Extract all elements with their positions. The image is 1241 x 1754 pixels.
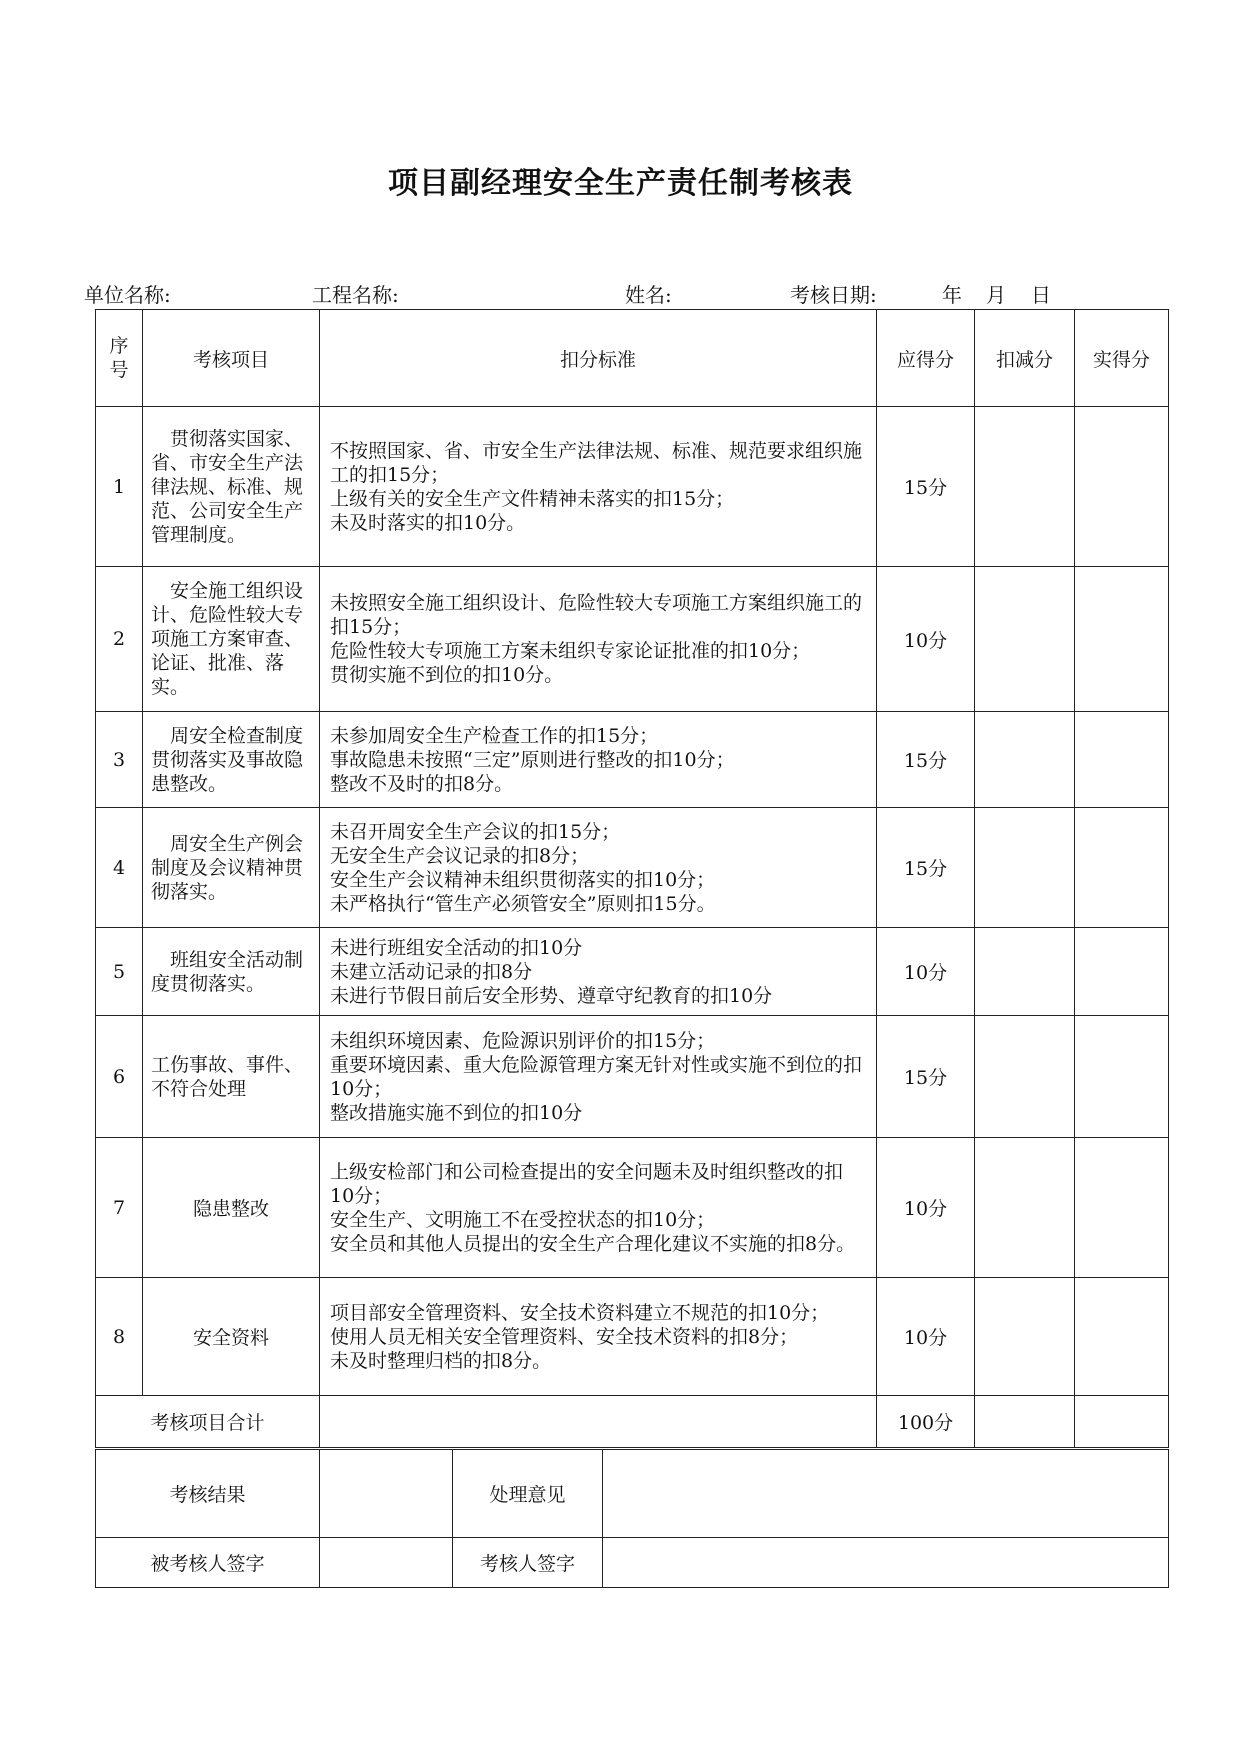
row-actual-cell[interactable] bbox=[1075, 407, 1169, 567]
standard-line: 危险性较大专项施工方案未组织专家论证批准的扣10分； bbox=[330, 640, 811, 662]
opinion-field[interactable] bbox=[603, 1450, 1169, 1538]
row-standard bbox=[320, 1278, 877, 1396]
row-score: 15分 bbox=[877, 808, 975, 928]
page-title: 项目副经理安全生产责任制考核表 bbox=[388, 166, 853, 201]
row-seq: 2 bbox=[96, 567, 143, 712]
header-actual-score: 实得分 bbox=[1075, 310, 1169, 407]
row-actual-cell[interactable] bbox=[1075, 1138, 1169, 1278]
total-label: 考核项目合计 bbox=[96, 1396, 320, 1448]
table-row bbox=[96, 407, 1169, 567]
project-label: 工程名称: bbox=[312, 283, 399, 307]
header-item: 考核项目 bbox=[143, 310, 320, 407]
row-standard bbox=[320, 712, 877, 808]
row-seq: 6 bbox=[96, 1016, 143, 1138]
table-row bbox=[96, 808, 1169, 928]
standard-line: 项目部安全管理资料、安全技术资料建立不规范的扣10分； bbox=[330, 1301, 830, 1324]
opinion-label: 处理意见 bbox=[453, 1450, 603, 1538]
table-row bbox=[96, 712, 1169, 808]
standard-line: 使用人员无相关安全管理资料、安全技术资料的扣8分； bbox=[330, 1325, 799, 1348]
standard-line: 重要环境因素、重大危险源管理方案无针对性或实施不到位的扣10分； bbox=[330, 1053, 863, 1100]
header-seq: 序号 bbox=[96, 310, 143, 407]
signature-row bbox=[96, 1538, 1169, 1588]
row-deduct-cell[interactable] bbox=[975, 928, 1075, 1016]
row-actual-cell[interactable] bbox=[1075, 808, 1169, 928]
row-item: 安全资料 bbox=[143, 1278, 320, 1396]
row-item: 周安全检查制度贯彻落实及事故隐患整改。 bbox=[143, 712, 320, 808]
standard-line: 整改不及时的扣8分。 bbox=[330, 772, 514, 795]
row-item: 贯彻落实国家、省、市安全生产法律法规、标准、规范、公司安全生产管理制度。 bbox=[143, 407, 320, 567]
row-deduct-cell[interactable] bbox=[975, 1138, 1075, 1278]
row-deduct-cell[interactable] bbox=[975, 808, 1075, 928]
standard-line: 贯彻实施不到位的扣10分。 bbox=[330, 664, 564, 686]
name-label: 姓名: bbox=[625, 283, 672, 307]
row-score: 10分 bbox=[877, 1278, 975, 1396]
row-deduct-cell[interactable] bbox=[975, 407, 1075, 567]
result-row bbox=[96, 1450, 1169, 1538]
row-score: 10分 bbox=[877, 1138, 975, 1278]
total-deduct-cell[interactable] bbox=[975, 1396, 1075, 1448]
assessor-sign-field[interactable] bbox=[603, 1538, 1169, 1588]
row-actual-cell[interactable] bbox=[1075, 1016, 1169, 1138]
assessee-sign-label: 被考核人签字 bbox=[96, 1538, 320, 1588]
day-label: 日 bbox=[1031, 283, 1051, 307]
table-row bbox=[96, 928, 1169, 1016]
row-standard bbox=[320, 808, 877, 928]
standard-line: 未建立活动记录的扣8分 bbox=[330, 960, 533, 983]
standard-line: 未参加周安全生产检查工作的扣15分； bbox=[330, 724, 659, 747]
standard-line: 未按照安全施工组织设计、危险性较大专项施工方案组织施工的扣15分； bbox=[330, 592, 863, 638]
row-actual-cell[interactable] bbox=[1075, 1278, 1169, 1396]
row-standard bbox=[320, 1138, 877, 1278]
standard-line: 安全生产会议精神未组织贯彻落实的扣10分； bbox=[330, 868, 716, 891]
standard-line: 安全生产、文明施工不在受控状态的扣10分； bbox=[330, 1208, 716, 1231]
total-standard-cell bbox=[320, 1396, 877, 1448]
row-deduct-cell[interactable] bbox=[975, 712, 1075, 808]
header-standard: 扣分标准 bbox=[320, 310, 877, 407]
row-score: 10分 bbox=[877, 567, 975, 712]
standard-line: 未召开周安全生产会议的扣15分； bbox=[330, 820, 621, 843]
row-seq: 4 bbox=[96, 808, 143, 928]
row-actual-cell[interactable] bbox=[1075, 928, 1169, 1016]
standard-line: 上级安检部门和公司检查提出的安全问题未及时组织整改的扣10分； bbox=[330, 1160, 844, 1207]
row-score: 15分 bbox=[877, 407, 975, 567]
row-seq: 7 bbox=[96, 1138, 143, 1278]
month-label: 月 bbox=[986, 283, 1006, 307]
standard-line: 安全员和其他人员提出的安全生产合理化建议不实施的扣8分。 bbox=[330, 1232, 856, 1255]
unit-label: 单位名称: bbox=[84, 283, 171, 307]
header-should-score: 应得分 bbox=[877, 310, 975, 407]
standard-line: 无安全生产会议记录的扣8分； bbox=[330, 844, 590, 867]
total-row bbox=[96, 1396, 1169, 1448]
row-deduct-cell[interactable] bbox=[975, 1016, 1075, 1138]
row-item: 隐患整改 bbox=[143, 1138, 320, 1278]
row-score: 10分 bbox=[877, 928, 975, 1016]
result-field[interactable] bbox=[320, 1450, 453, 1538]
row-item: 工伤事故、事件、不符合处理 bbox=[143, 1016, 320, 1138]
table-row bbox=[96, 1278, 1169, 1396]
assessor-sign-label: 考核人签字 bbox=[453, 1538, 603, 1588]
row-score: 15分 bbox=[877, 712, 975, 808]
row-deduct-cell[interactable] bbox=[975, 567, 1075, 712]
standard-line: 未严格执行“管生产必须管安全”原则扣15分。 bbox=[330, 892, 716, 915]
row-standard bbox=[320, 407, 877, 567]
standard-line: 未进行节假日前后安全形势、遵章守纪教育的扣10分 bbox=[330, 984, 773, 1007]
row-standard bbox=[320, 1016, 877, 1138]
row-item: 班组安全活动制度贯彻落实。 bbox=[143, 928, 320, 1016]
total-score: 100分 bbox=[877, 1396, 975, 1448]
standard-line: 未组织环境因素、危险源识别评价的扣15分； bbox=[330, 1029, 716, 1052]
year-label: 年 bbox=[942, 283, 962, 307]
standard-line: 上级有关的安全生产文件精神未落实的扣15分； bbox=[330, 487, 735, 510]
row-actual-cell[interactable] bbox=[1075, 712, 1169, 808]
standard-line: 不按照国家、省、市安全生产法律法规、标准、规范要求组织施工的扣15分； bbox=[330, 439, 863, 486]
assessment-table bbox=[95, 309, 1169, 1448]
standard-line: 未及时落实的扣10分。 bbox=[330, 511, 526, 534]
row-seq: 5 bbox=[96, 928, 143, 1016]
row-seq: 1 bbox=[96, 407, 143, 567]
standard-line: 未进行班组安全活动的扣10分 bbox=[330, 936, 583, 959]
standard-line: 未及时整理归档的扣8分。 bbox=[330, 1349, 552, 1372]
row-standard bbox=[320, 928, 877, 1016]
header-deduct-score: 扣减分 bbox=[975, 310, 1075, 407]
row-score: 15分 bbox=[877, 1016, 975, 1138]
row-seq: 8 bbox=[96, 1278, 143, 1396]
row-deduct-cell[interactable] bbox=[975, 1278, 1075, 1396]
row-item: 安全施工组织设计、危险性较大专项施工方案审查、论证、批准、落实。 bbox=[143, 567, 320, 712]
table-row bbox=[96, 1138, 1169, 1278]
table-row bbox=[96, 1016, 1169, 1138]
info-row bbox=[0, 279, 1241, 309]
footer-table bbox=[95, 1449, 1169, 1588]
result-label: 考核结果 bbox=[96, 1450, 320, 1538]
row-item: 周安全生产例会制度及会议精神贯彻落实。 bbox=[143, 808, 320, 928]
total-actual-cell[interactable] bbox=[1075, 1396, 1169, 1448]
row-standard bbox=[320, 567, 877, 712]
standard-line: 事故隐患未按照“三定”原则进行整改的扣10分； bbox=[330, 748, 735, 771]
assessee-sign-field[interactable] bbox=[320, 1538, 453, 1588]
date-label: 考核日期: bbox=[790, 283, 877, 307]
header-row bbox=[96, 310, 1169, 407]
row-actual-cell[interactable] bbox=[1075, 567, 1169, 712]
standard-line: 整改措施实施不到位的扣10分 bbox=[330, 1101, 583, 1124]
row-seq: 3 bbox=[96, 712, 143, 808]
table-row bbox=[96, 567, 1169, 712]
